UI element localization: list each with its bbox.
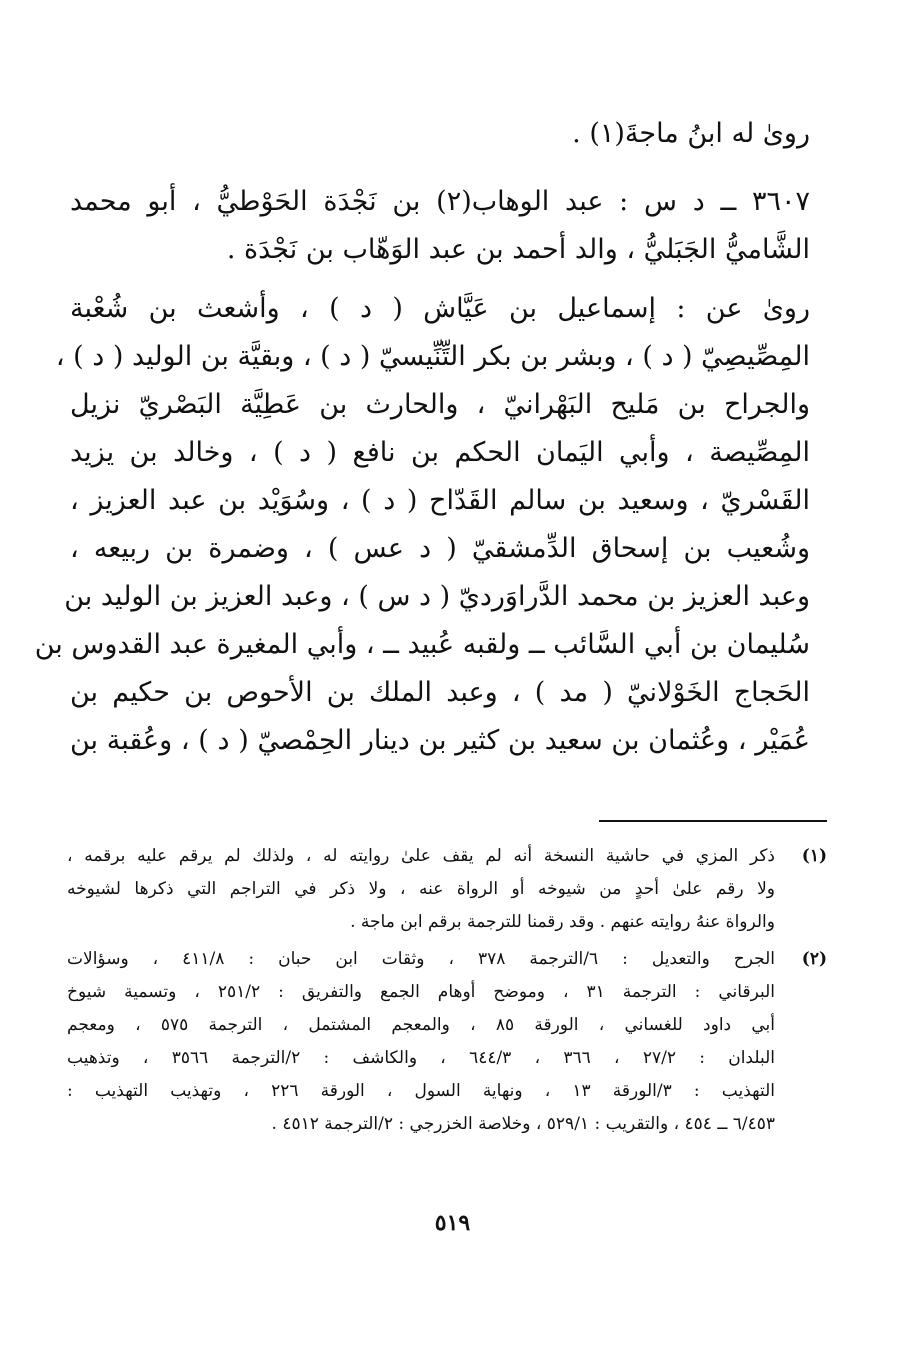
paragraph-line: القَسْريّ ، وسعيد بن سالم القَدّاح ( د ) ، وسُوَيْد بن عبد العزيز ، bbox=[70, 485, 810, 516]
paragraph-line: وعبد العزيز بن محمد الدَّراوَرديّ ( د س ) ، وعبد العزيز بن الوليد بن bbox=[64, 581, 810, 612]
footnote-line: البلدان : ٢٧/٢ ، ٣٦٦ ، ٦٤٤/٣ ، والكاشف : ٢/الترجمة ٣٥٦٦ ، وتذهيب bbox=[67, 1048, 776, 1068]
narrated-from-paragraph bbox=[34, 285, 810, 765]
narration-line bbox=[70, 110, 810, 158]
footnote-line: والرواة عنهُ روايته عنهم . وقد رقمنا للترجمة برقم ابن ماجة . bbox=[350, 912, 775, 932]
paragraph-line: والجراح بن مَليح البَهْرانيّ ، والحارث بن عَطِيَّة البَصْريّ نزيل bbox=[70, 389, 810, 420]
paragraph-line: عُمَيْر ، وعُثمان بن سعيد بن كثير بن دينار الحِمْصيّ ( د ) ، وعُقبة بن bbox=[70, 725, 810, 756]
paragraph-line: وشُعيب بن إسحاق الدِّمشقيّ ( د عس ) ، وضمرة بن ربيعه ، bbox=[70, 533, 810, 564]
footnote-line: البرقاني : الترجمة ٣١ ، وموضح أوهام الجمع والتفريق : ٢٥١/٢ ، وتسمية شيوخ bbox=[67, 982, 775, 1002]
biography-entry bbox=[70, 178, 810, 274]
footnote-number: (١) bbox=[801, 846, 827, 866]
paragraph-line: روىٰ عن : إسماعيل بن عَيَّاش ( د ) ، وأشعث بن شُعْبة bbox=[70, 293, 810, 324]
footnote-line: ولا رقم علىٰ أحدٍ من شيوخه أو الرواة عنه ، ولا ذكر في التراجم التي ذكرها لشيوخه bbox=[67, 879, 775, 899]
paragraph-line: الحَجاج الخَوْلانيّ ( مد ) ، وعبد الملك بن الأحوص بن حكيم بن bbox=[70, 677, 810, 708]
footnote-line: ذكر المزي في حاشية النسخة أنه لم يقف علىٰ روايته له ، ولذلك لم يرقم عليه برقمه ، bbox=[67, 846, 775, 866]
footnote-number: (٢) bbox=[801, 949, 827, 969]
footnote-line: الجرح والتعديل : ٦/الترجمة ٣٧٨ ، وثقات ابن حبان : ٤١١/٨ ، وسؤالات bbox=[67, 949, 776, 969]
footnote-2 bbox=[67, 943, 827, 1141]
footnotes bbox=[67, 840, 827, 1141]
footnote-separator bbox=[599, 820, 827, 822]
footnote-line: ٦/٤٥٣ ــ ٤٥٤ ، والتقريب : ٥٢٩/١ ، وخلاصة الخزرجي : ٢/الترجمة ٤٥١٢ . bbox=[271, 1114, 775, 1134]
entry-line: ٣٦٠٧ ــ د س : عبد الوهاب(٢) بن نَجْدَة الحَوْطيُّ ، أبو محمد bbox=[70, 186, 811, 217]
paragraph-line: سُليمان بن أبي السَّائب ــ ولقبه عُبيد ــ ، وأبي المغيرة عبد القدوس بن bbox=[34, 629, 810, 660]
entry-line: الشَّاميُّ الجَبَليُّ ، والد أحمد بن عبد الوَهّاب بن نَجْدَة . bbox=[226, 234, 810, 265]
paragraph-line: المِصِّيصة ، وأبي اليَمان الحكم بن نافع ( د ) ، وخالد بن يزيد bbox=[70, 437, 810, 468]
footnote-line: التهذيب : ٣/الورقة ١٣ ، ونهاية السول ، الورقة ٢٢٦ ، وتهذيب التهذيب : bbox=[67, 1081, 775, 1101]
footnote-1 bbox=[67, 840, 827, 939]
page-number: ٥١٩ bbox=[434, 1210, 471, 1236]
narration-text: روىٰ له ابنُ ماجةَ(١) . bbox=[572, 118, 810, 149]
footnote-line: أبي داود للغساني ، الورقة ٨٥ ، والمعجم المشتمل ، الترجمة ٥٧٥ ، ومعجم bbox=[67, 1015, 775, 1035]
paragraph-line: المِصِّيصِيّ ( د ) ، وبشر بن بكر التِّنِّيسيّ ( د ) ، وبقيَّة بن الوليد ( د ) ، bbox=[55, 341, 810, 372]
